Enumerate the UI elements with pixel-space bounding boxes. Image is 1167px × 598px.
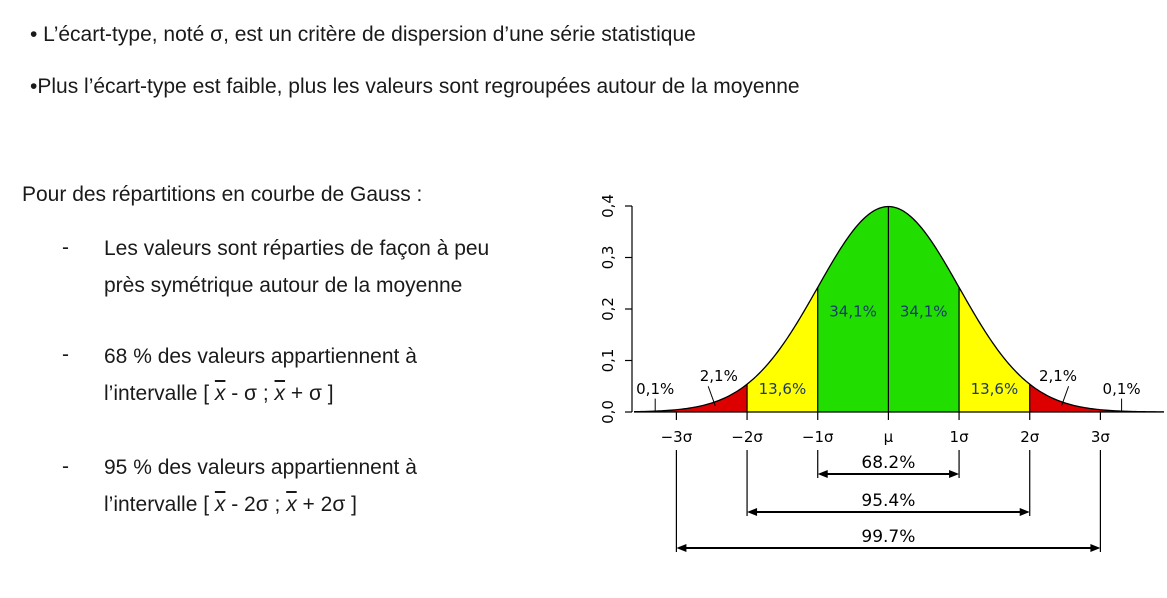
formula-part: + σ ]	[285, 382, 334, 405]
x-tick-label: 1σ	[949, 428, 969, 446]
arrow-head	[818, 470, 828, 478]
item-line: Les valeurs sont réparties de façon à peu	[104, 237, 490, 260]
x-tick-label: −2σ	[731, 428, 763, 446]
gauss-intro: Pour des répartitions en courbe de Gauss :	[22, 183, 423, 206]
data-label: 13,6%	[970, 379, 1019, 398]
xbar-symbol: $\overline{x}$	[286, 493, 297, 516]
xbar-symbol: $\overline{x}$	[214, 382, 226, 405]
arrow-head	[676, 544, 686, 552]
data-label: 34,1%	[829, 302, 877, 321]
formula-part: - σ ;	[225, 382, 275, 405]
y-tick-label: 0,0	[599, 400, 617, 424]
data-label: 34,1%	[899, 302, 948, 321]
arrow-head	[747, 508, 757, 516]
arrow-head	[949, 470, 959, 478]
interval-label: 95.4%	[861, 491, 916, 511]
x-tick-label: 3σ	[1090, 428, 1110, 446]
x-tick-label: μ	[883, 428, 894, 446]
interval-label: 99.7%	[861, 527, 916, 547]
y-tick-label: 0,3	[599, 245, 617, 270]
y-tick-label: 0,1	[599, 348, 617, 373]
formula-part: - 2σ ;	[225, 493, 287, 516]
data-label: 2,1%	[1038, 367, 1078, 386]
y-tick-label: 0,2	[599, 297, 617, 321]
arrow-head	[1090, 544, 1100, 552]
data-label: 0,1%	[1102, 379, 1141, 398]
list-item-symmetry	[104, 230, 489, 304]
arrow-head	[1020, 508, 1030, 516]
xbar-symbol: $\overline{x}$	[274, 382, 286, 405]
xbar-symbol: $\overline{x}$	[214, 493, 226, 516]
data-label: 0,1%	[636, 379, 675, 398]
item-line: 68 % des valeurs appartiennent à	[104, 345, 417, 368]
interval-label: 68.2%	[861, 453, 916, 473]
item-line: près symétrique autour de la moyenne	[104, 274, 463, 297]
dash-bullet: -	[62, 455, 69, 478]
list-item-68	[104, 338, 417, 412]
dash-bullet: -	[62, 236, 69, 259]
dash-bullet: -	[62, 343, 69, 366]
x-tick-label: −3σ	[660, 428, 693, 446]
bullet-std-low: •Plus l’écart-type est faible, plus les valeurs sont regroupées autour de la moyenne	[30, 75, 800, 98]
x-tick-label: 2σ	[1020, 428, 1040, 446]
formula-part: l’intervalle [	[104, 382, 215, 405]
interval-formula	[104, 375, 417, 412]
interval-formula	[104, 486, 417, 523]
gauss-chart	[590, 180, 1167, 580]
formula-part: l’intervalle [	[104, 493, 215, 516]
data-label: 2,1%	[699, 367, 738, 386]
y-tick-label: 0,4	[599, 194, 617, 218]
data-label: 13,6%	[758, 379, 807, 398]
item-line: 95 % des valeurs appartiennent à	[104, 456, 417, 479]
list-item-95	[104, 449, 417, 523]
formula-part: + 2σ ]	[296, 493, 357, 516]
bullet-std-definition: • L’écart-type, noté σ, est un critère de dispersion d’une série statistique	[30, 23, 696, 46]
x-tick-label: −1σ	[801, 428, 834, 446]
